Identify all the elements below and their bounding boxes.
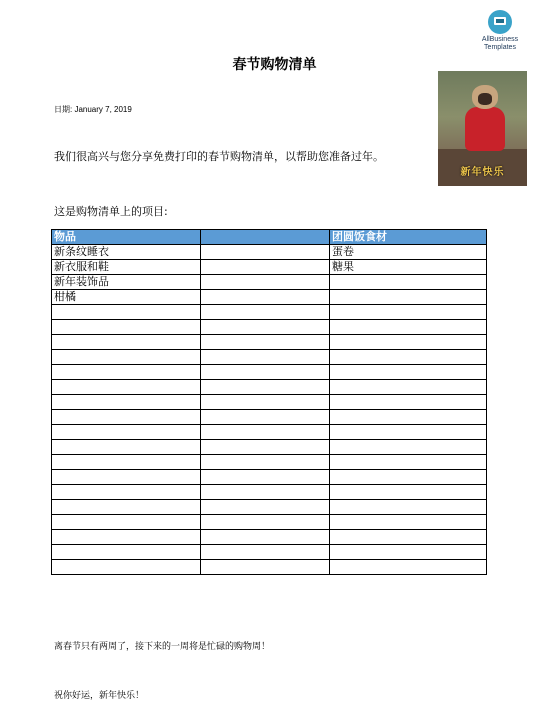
document-title: 春节购物清单 (232, 57, 317, 73)
table-cell (330, 440, 487, 455)
table-cell (201, 395, 330, 410)
table-cell (330, 455, 487, 470)
table-cell (201, 515, 330, 530)
table-cell (201, 290, 330, 305)
table-row (52, 485, 487, 500)
table-cell (201, 365, 330, 380)
table-cell (201, 305, 330, 320)
table-row (52, 395, 487, 410)
table-cell (52, 500, 201, 515)
table-cell (52, 380, 201, 395)
table-cell (201, 320, 330, 335)
table-header-row (52, 230, 487, 245)
table-row (52, 530, 487, 545)
table-row (52, 365, 487, 380)
table-cell (201, 350, 330, 365)
table-cell (330, 320, 487, 335)
table-cell (330, 530, 487, 545)
table-row (52, 275, 487, 290)
table-cell (330, 335, 487, 350)
table-row (52, 290, 487, 305)
table-header-cell (201, 230, 330, 245)
table-cell (52, 545, 201, 560)
table-row (52, 350, 487, 365)
table-cell (330, 290, 487, 305)
table-cell (52, 365, 201, 380)
footer-note: 离春节只有两周了，接下来的一周将是忙碌的购物周！ (54, 642, 271, 652)
table-cell (330, 350, 487, 365)
table-cell (330, 485, 487, 500)
table-row (52, 470, 487, 485)
table-cell (52, 455, 201, 470)
table-cell (201, 410, 330, 425)
table-cell (201, 455, 330, 470)
table-row (52, 545, 487, 560)
footer-greeting: 祝你好运，新年快乐！ (54, 691, 145, 701)
brand-logo-text (470, 36, 530, 52)
table-row (52, 245, 487, 260)
table-cell (330, 500, 487, 515)
table-cell (201, 245, 330, 260)
table-cell (52, 425, 201, 440)
photo-dog-outfit (465, 107, 505, 151)
table-cell (201, 380, 330, 395)
list-subheading: 这是购物清单上的项目: (54, 205, 168, 218)
table-cell: 柑橘 (52, 290, 201, 305)
table-row (52, 455, 487, 470)
table-row (52, 440, 487, 455)
table-cell (52, 350, 201, 365)
table-cell (330, 395, 487, 410)
table-cell (201, 485, 330, 500)
table-cell: 蛋卷 (330, 245, 487, 260)
table-cell (330, 275, 487, 290)
photo-caption: 新年快乐 (460, 167, 505, 178)
table-cell (330, 470, 487, 485)
table-cell (330, 560, 487, 575)
table-cell: 新条纹睡衣 (52, 245, 201, 260)
shopping-list-table (51, 229, 487, 575)
table-row (52, 305, 487, 320)
table-cell (201, 500, 330, 515)
table-cell (52, 305, 201, 320)
table-cell (52, 485, 201, 500)
table-cell (52, 560, 201, 575)
table-cell (201, 560, 330, 575)
table-cell (52, 515, 201, 530)
table-cell (330, 305, 487, 320)
table-header-cell: 物品 (52, 230, 201, 245)
table-cell (330, 365, 487, 380)
table-cell (201, 470, 330, 485)
table-cell: 新衣服和鞋 (52, 260, 201, 275)
table-cell (330, 515, 487, 530)
table-row (52, 410, 487, 425)
table-cell (52, 335, 201, 350)
table-cell (201, 260, 330, 275)
table-cell (52, 440, 201, 455)
pug-photo (438, 71, 527, 186)
table-cell (201, 530, 330, 545)
brand-line-1: AllBusiness (481, 36, 519, 43)
table-row (52, 260, 487, 275)
table-cell (52, 410, 201, 425)
table-cell (201, 545, 330, 560)
document-date: 日期: January 7, 2019 (54, 105, 132, 114)
table-cell (52, 395, 201, 410)
table-cell (330, 545, 487, 560)
table-cell (330, 425, 487, 440)
table-cell (52, 470, 201, 485)
table-header-cell: 团圆饭食材 (330, 230, 487, 245)
photo-dog-face (478, 93, 492, 105)
table-cell (330, 410, 487, 425)
table-row (52, 425, 487, 440)
brand-line-2: Templates (484, 44, 516, 51)
monitor-icon (494, 17, 506, 25)
table-row (52, 335, 487, 350)
table-cell: 糖果 (330, 260, 487, 275)
table-cell (201, 335, 330, 350)
brand-logo-icon (488, 10, 512, 34)
table-cell (201, 440, 330, 455)
table-cell (52, 530, 201, 545)
intro-paragraph: 我们很高兴与您分享免费打印的春节购物清单，以帮助您准备过年。 (54, 150, 384, 163)
table-cell (201, 425, 330, 440)
table-row (52, 320, 487, 335)
table-row (52, 380, 487, 395)
table-cell (330, 380, 487, 395)
table-cell (52, 320, 201, 335)
table-row (52, 560, 487, 575)
table-row (52, 515, 487, 530)
table-row (52, 500, 487, 515)
table-cell (201, 275, 330, 290)
table-cell: 新年装饰品 (52, 275, 201, 290)
